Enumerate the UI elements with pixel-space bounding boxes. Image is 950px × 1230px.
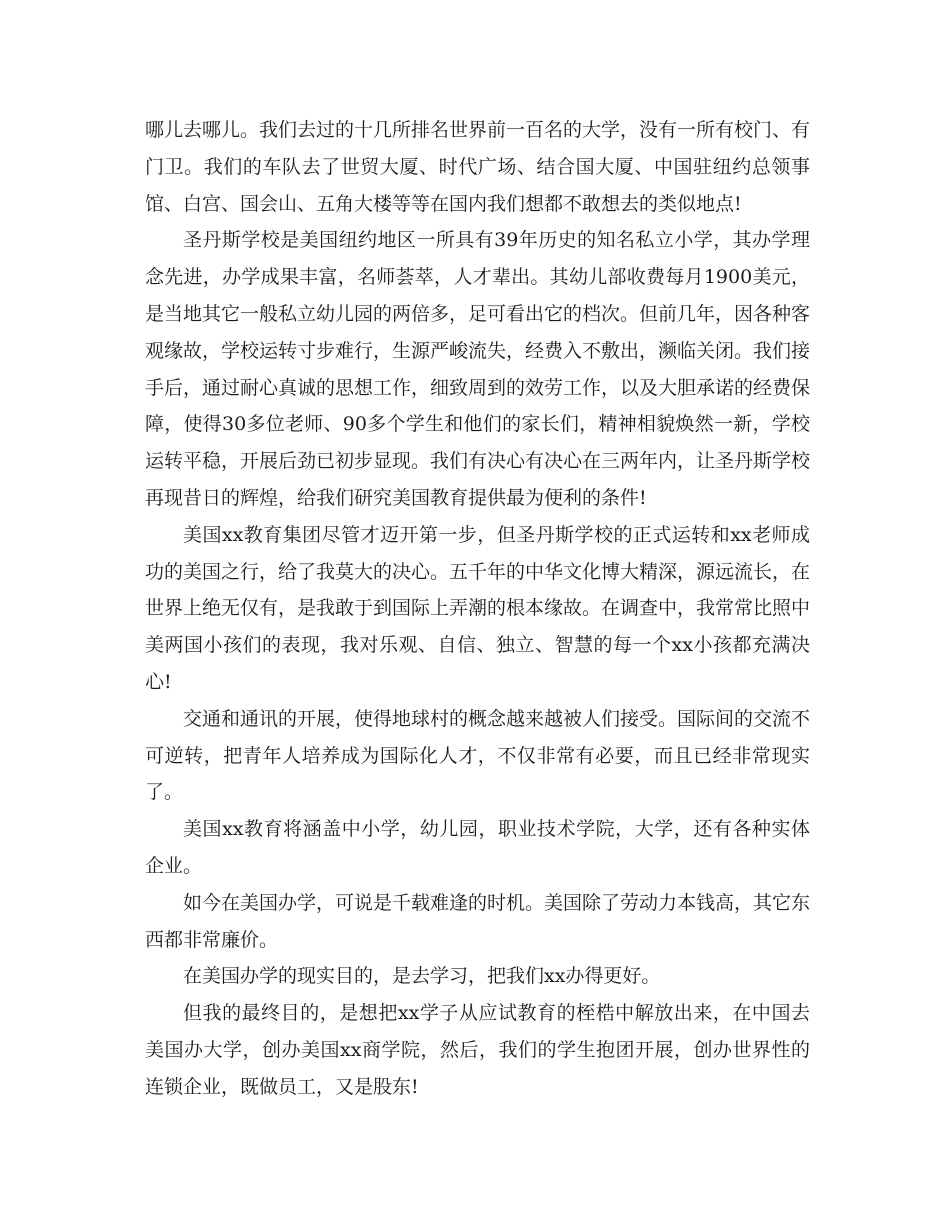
paragraph-opportunity: 如今在美国办学，可说是千载难逢的时机。美国除了劳动力本钱高，其它东西都非常廉价。	[145, 891, 811, 951]
document-body	[145, 112, 810, 1106]
paragraph-education-group: 美国xx教育集团尽管才迈开第一步，但圣丹斯学校的正式运转和xx老师成功的美国之行，给了我莫大的决心。五千年的中华文化博大精深，源远流长，在世界上绝无仅有，是我敢于到国际上弄潮的根本缘故。在调查中，我常常比照中美两国小孩们的表现，我对乐观、自信、独立、智慧的每一个xx小孩都充满决心!	[145, 523, 811, 693]
paragraph-global-village: 交通和通讯的开展，使得地球村的概念越来越被人们接受。国际间的交流不可逆转，把青年人培养成为国际化人才，不仅非常有必要，而且已经非常现实了。	[145, 707, 811, 804]
paragraph-practical-purpose: 在美国办学的现实目的，是去学习，把我们xx办得更好。	[183, 965, 661, 988]
paragraph-coverage: 美国xx教育将涵盖中小学，幼儿园，职业技术学院，大学，还有各种实体企业。	[145, 818, 810, 877]
paragraph-sundance-school: 圣丹斯学校是美国纽约地区一所具有39年历史的知名私立小学，其办学理念先进，办学成果丰富，名师荟萃，人才辈出。其幼儿部收费每月1900美元，是当地其它一般私立幼儿园的两倍多，足可看出它的档次。但前几年，因各种客观缘故，学校运转寸步难行，生源严峻流失，经费入不敷出，濒临关闭。我们接手后，通过耐心真诚的思想工作，细致周到的效劳工作，以及大胆承诺的经费保障，使得30多位老师、90多个学生和他们的家长们，精神相貌焕然一新，学校运转平稳，开展后劲已初步显现。我们有决心有决心在三两年内，让圣丹斯学校再现昔日的辉煌，给我们研究美国教育提供最为便利的条件!	[145, 229, 811, 509]
paragraph-continuation: 哪儿去哪儿。我们去过的十几所排名世界前一百名的大学，没有一所有校门、有门卫。我们的车队去了世贸大厦、时代广场、结合国大厦、中国驻纽约总领事馆、白宫、国会山、五角大楼等等在国内我们想都不敢想去的类似地点!	[145, 119, 811, 215]
paragraph-ultimate-goal: 但我的最终目的，是想把xx学子从应试教育的桎梏中解放出来，在中国去美国办大学，创办美国xx商学院，然后，我们的学生抱团开展，创办世界性的连锁企业，既做员工，又是股东!	[145, 1002, 810, 1098]
